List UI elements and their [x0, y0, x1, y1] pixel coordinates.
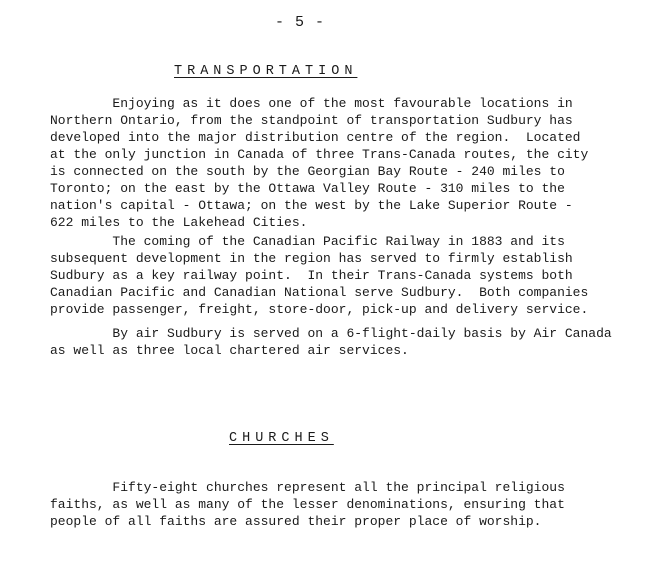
text-line: Sudbury as a key railway point. In their Trans-Canada systems both: [50, 268, 573, 283]
text-line: subsequent development in the region has served to firmly establish: [50, 251, 573, 266]
text-line: faiths, as well as many of the lesser denominations, ensuring that: [50, 497, 565, 512]
text-line: The coming of the Canadian Pacific Railway in 1883 and its: [50, 234, 565, 249]
page-number: - 5 -: [274, 14, 325, 31]
text-line: Canadian Pacific and Canadian National serve Sudbury. Both companies: [50, 285, 589, 300]
text-line: nation's capital - Ottawa; on the west by the Lake Superior Route -: [50, 198, 573, 213]
paragraph-churches: [50, 479, 610, 530]
text-line: By air Sudbury is served on a 6-flight-daily basis by Air Canada: [50, 326, 612, 341]
text-line: Northern Ontario, from the standpoint of transportation Sudbury has: [50, 113, 573, 128]
paragraph-transportation-railway: [50, 233, 610, 318]
paragraph-transportation-locations: [50, 95, 610, 231]
text-line: as well as three local chartered air services.: [50, 343, 409, 358]
paragraph-transportation-air: [50, 325, 610, 359]
text-line: people of all faiths are assured their proper place of worship.: [50, 514, 542, 529]
text-line: Enjoying as it does one of the most favourable locations in: [50, 96, 573, 111]
text-line: provide passenger, freight, store-door, pick-up and delivery service.: [50, 302, 589, 317]
section-heading-transportation: TRANSPORTATION: [174, 64, 358, 79]
text-line: developed into the major distribution centre of the region. Located: [50, 130, 581, 145]
text-line: Fifty-eight churches represent all the principal religious: [50, 480, 565, 495]
section-heading-churches: CHURCHES: [229, 431, 334, 446]
text-line: is connected on the south by the Georgian Bay Route - 240 miles to: [50, 164, 565, 179]
text-line: Toronto; on the east by the Ottawa Valley Route - 310 miles to the: [50, 181, 565, 196]
text-line: at the only junction in Canada of three Trans-Canada routes, the city: [50, 147, 589, 162]
text-line: 622 miles to the Lakehead Cities.: [50, 215, 308, 230]
